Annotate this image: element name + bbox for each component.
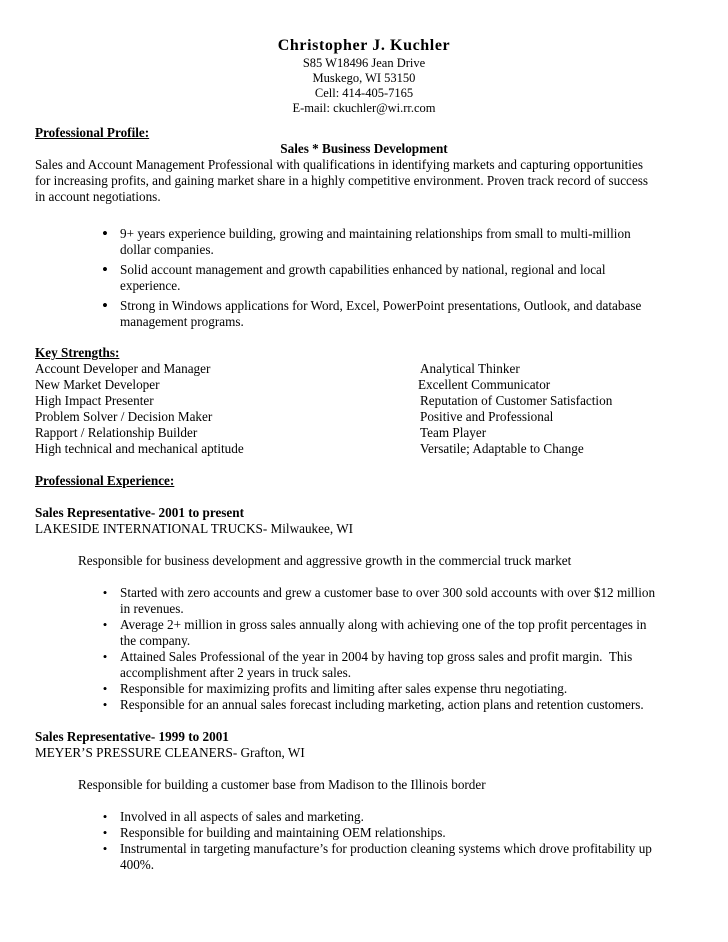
job-title: Sales Representative- 1999 to 2001	[35, 729, 229, 744]
profile-subtitle: Sales * Business Development	[280, 141, 448, 156]
profile-summary-line: Sales and Account Management Professional with qualifications in identifying markets and capturing opportunities	[35, 157, 643, 172]
job-bullet-text: Average 2+ million in gross sales annually along with achieving one of the top profit percentages in	[120, 617, 647, 632]
candidate-name: Christopher J. Kuchler	[277, 37, 451, 54]
strength-right: Analytical Thinker	[420, 361, 520, 376]
strength-right: Reputation of Customer Satisfaction	[420, 393, 613, 408]
strength-left: High Impact Presenter	[35, 393, 154, 408]
strength-left: Problem Solver / Decision Maker	[35, 409, 213, 424]
address-line-2: Muskego, WI 53150	[312, 71, 416, 85]
profile-bullet-text: experience.	[120, 278, 181, 293]
job-bullet-text: 400%.	[120, 857, 155, 872]
bullet-icon: •	[102, 825, 108, 840]
job-bullet-text: Attained Sales Professional of the year in 2004 by having top gross sales and profit margin. This	[120, 649, 633, 664]
job-title: Sales Representative- 2001 to present	[35, 505, 245, 520]
strength-left: New Market Developer	[35, 377, 160, 392]
email-address: E-mail: ckuchler@wi.rr.com	[292, 101, 436, 115]
profile-summary-line: for increasing profits, and gaining market share in a highly competitive environment. Proven track record of success	[35, 173, 649, 188]
profile-bullet-text: Solid account management and growth capabilities enhanced by national, regional and local	[120, 262, 606, 277]
bullet-icon: •	[102, 617, 108, 632]
bullet-icon: •	[102, 681, 108, 696]
job-bullet-text: Started with zero accounts and grew a customer base to over 300 sold accounts with over $12 million	[120, 585, 656, 600]
strength-right: Team Player	[420, 425, 487, 440]
strength-left: Account Developer and Manager	[35, 361, 211, 376]
bullet-icon: •	[102, 697, 108, 712]
profile-bullet-text: Strong in Windows applications for Word, Excel, PowerPoint presentations, Outlook, and database	[120, 298, 642, 313]
bullet-icon: •	[102, 260, 108, 279]
job-bullet-text: Responsible for an annual sales forecast including marketing, action plans and retention customers.	[120, 697, 644, 712]
strength-left: High technical and mechanical aptitude	[35, 441, 244, 456]
experience-heading: Professional Experience:	[35, 473, 175, 488]
profile-summary-line: in account negotiations.	[35, 189, 161, 204]
job-bullet-text: the company.	[120, 633, 191, 648]
job-bullet-text: Instrumental in targeting manufacture’s for production cleaning systems which drove profitability up	[120, 841, 652, 856]
job-responsibility: Responsible for building a customer base from Madison to the Illinois border	[78, 777, 486, 792]
profile-bullet-text: dollar companies.	[120, 242, 214, 257]
bullet-icon: •	[102, 841, 108, 856]
job-bullet-text: Responsible for building and maintaining OEM relationships.	[120, 825, 446, 840]
strengths-heading: Key Strengths:	[35, 345, 120, 360]
bullet-icon: •	[102, 649, 108, 664]
bullet-icon: •	[102, 224, 108, 243]
bullet-icon: •	[102, 585, 108, 600]
cell-phone: Cell: 414-405-7165	[314, 86, 414, 100]
strength-right: Versatile; Adaptable to Change	[420, 441, 584, 456]
job-responsibility: Responsible for business development and aggressive growth in the commercial truck market	[78, 553, 572, 568]
job-bullet-text: Responsible for maximizing profits and limiting after sales expense thru negotiating.	[120, 681, 568, 696]
job-bullet-text: Involved in all aspects of sales and marketing.	[120, 809, 364, 824]
profile-bullet-text: management programs.	[120, 314, 244, 329]
job-bullet-text: accomplishment after 2 years in truck sales.	[120, 665, 352, 680]
strength-left: Rapport / Relationship Builder	[35, 425, 198, 440]
strength-right: Positive and Professional	[420, 409, 554, 424]
bullet-icon: •	[102, 296, 108, 315]
profile-heading: Professional Profile:	[35, 125, 150, 140]
address-line-1: S85 W18496 Jean Drive	[302, 56, 426, 70]
profile-bullet-text: 9+ years experience building, growing and maintaining relationships from small to multi-million	[120, 226, 631, 241]
job-company: LAKESIDE INTERNATIONAL TRUCKS- Milwaukee, WI	[35, 521, 354, 536]
job-company: MEYER’S PRESSURE CLEANERS- Grafton, WI	[35, 745, 305, 760]
job-bullet-text: in revenues.	[120, 601, 184, 616]
bullet-icon: •	[102, 809, 108, 824]
strength-right: Excellent Communicator	[418, 377, 551, 392]
